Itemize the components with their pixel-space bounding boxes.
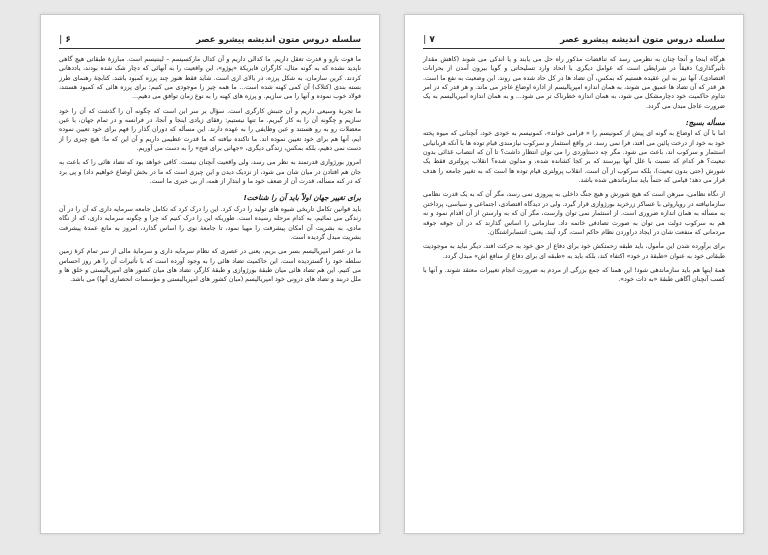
page-header-title: سلسله دروس متون اندیشه پیشرو عصر bbox=[560, 35, 725, 45]
paragraph: باید قوانین تکامل تاریخی شیوه های تولید را درک کرد. این را درک کرد که تکامل جامعه سرمایه داری که آن را در آن زندگی می نمائیم، به کدام مرحله رسیده است. طوریکه این را درک کنیم که چرا و چگونه سرمایه داری، که از نگاه مادی، به بشریت آن امکان پیشرفت را مهیا نمود، تا جامعهٔ نوی را اساس گذارد، امروز به مانع عمدهٔ پیشرفت بشریت مبدل گردیده است. bbox=[59, 205, 361, 241]
page-number: ۶ | bbox=[59, 35, 71, 45]
page-6 bbox=[40, 14, 380, 534]
page-7 bbox=[404, 14, 744, 534]
paragraph: ما در عصر امپریالیسم بسر می بریم، یعنی در عصری که نظام سرمایه داری و سرمایهٔ مالی از سر تمام کرهٔ زمین سلطه خود را گستردیده است. این حاکمیت تضاد هائی را به وجود آورده است که با تأثیرات آن را هر روز احساس می کنیم. این هم تضاد هائی میان طبقهٔ بورژوازی و طبقهٔ کارگر، تضاد های میان کشور های امپریالیستی و خلق ها و ملل دربند و تضاد های درونی خود امپریالیسم (میان کشور های امپریالیستی و مؤسسات انحصاری آنها) می باشد. bbox=[59, 248, 361, 284]
paragraph: همهٔ اینها هم باید سازماندهی شود! این همنا که جمع بزرگی از مردم به ضرورت انجام تغییرات معتقد شوند. و آنها با کسب آنچنان آگاهی طبقهٔ «به ذات خود». bbox=[423, 266, 725, 284]
page-number: ۷ | bbox=[423, 35, 435, 45]
paragraph: برای برآورده شدن این مأمول، باید طبقه زحمتکش خود برای دفاع از حق خود به حرکت افتد. دیگر نباید به موجودیت طبقاتی خود به عنوان «طبقهٔ در خود» اکتفاء کند، بلکه باید به «طبقه ای برای دفاع از منافع اش» مبدل گردد. bbox=[423, 243, 725, 260]
page-header bbox=[423, 29, 725, 49]
paragraph: ما فوت بازو و قدرت تعقل داریم. ما کدالی داریم و آن کدال مارکسیسم – لیننیسم است. مبارزهٔ طبقاتی هیچ گاهی ناپدید نشده که به گونه مثال، کارگران فابریکهٔ «پوژو»، این واقعیت را به آنهائی که دچار شک شده بودند، یاددهانی کردند. کرین سازمان، به شکل پرزه، در بالای اری است. شاید فقط هنوز چند پرزه کمبود باشد. کتابچهٔ رهنمای طرز بسته بندی (کتلاک) آن کمی کهنه شده است... ما همه چیز را موجودی می کنیم: برای پرزه هائی که کمبود هستند، فولاد خوب نموده و آنها را می سازیم. و پرزه های کهنه را به نوع زمان توافق می دهیم... bbox=[59, 56, 361, 101]
paragraph: امروز بورژوازی قدرتمند به نظر می رسد، ولی واقعیت آنچنان نیست. کافی خواهد بود که تضاد هائی را که باعث به جان هم افتادن در میان شان می شود، از نزدیک دیدن و این چیزی است که ما در بخش اوضاع خواهیم داد) و پی برد که در کنه مسأله، قدرت آن از ضعف خود ما و ابتذار از همه، از بی خبری ما است. bbox=[59, 159, 361, 186]
paragraph: از نگاه نظامی، مبرهن است که هیچ شورش و هیچ جنگ داخلی به پیروزی نمی رسد، مگر آن که به یک قدرت نظامی سازمانیافته در رویاروئی با عساکر زرخرید بورژوازی قرار گیرد. ولی در دیدگاه اقتصادی، اجتماعی و سیاسی، پرداختن به مسأله به همان اندازه ضروری است. از استثمار نمی توان وارست، مگر آن که به وارستن از آن اقدام نمود و نه هم به سرکوب دولت می توان به صورت تصادفی خاتمه داد. سازمانی را اساس گذارند که در آن جوقه جوقه مردمانی که منفعت شان در ایجاد دراوردن نظام حاکم است، گرد آیند. یعنی: انتسابراشتگان. bbox=[423, 191, 725, 236]
paragraph: اما با آن که اوضاع به گونه ای پیش از کمونیسم را « فرامی خواند»، کمونیسم به خودی خود، آنچنانی که میوه پخته خود به خود از درخت پائین می افتد، فرا نمی رسد. در واقع استثمار و سرکوب نیازمندی قیام توده ها با آنکه قربانیانی استثمار و سرکوب اند، باعث می شود. مگر چه دستاوردی را می توان انتظار داشت؟ تا آن که انتصاب غذائی بدون تبعیت؟ هر کدام که نسبت با علل آنها بپرسند که بر کجا کشانده شده، و مدلون شده؟ انقلاب پرولتری فقط یک شورش (حتی بدون تبعیت)، بلکه سرکوب از آن است. انقلاب پرولتری قیام توده ها است که به تغییر جامعه را هدف قرار می دهد؛ قیامی که حتماً باید سازماندهی شده باشد. bbox=[423, 130, 725, 185]
page-body bbox=[59, 55, 361, 285]
page-body bbox=[423, 55, 725, 285]
page-header-title: سلسله دروس متون اندیشه پیشرو عصر bbox=[196, 35, 361, 45]
section-title: برای تغییر جهان اولاً باید آن را شناخت! bbox=[243, 193, 361, 203]
page-header bbox=[59, 29, 361, 49]
paragraph: ما تجربهٔ وسیعی داریم و آن جنبش کارگری است. سؤال بر سر این است که چگونه آن را گذشت که آن را خود سازیم و چگونه آن را به کار گیریم. ما تنها نیستیم: رفقای زیادی اینجا و آنجا، در فرانسه و در تمام جهان، با عین معضلات رو به رو هستند و عین وظایفی را به عهده دارند. این مسأله که دوران گذار را فهم برای خود تعیین نموده ایم، آنها هم برای خود تعیین نموده اند. ما تاکنده نیافته که ما قدرت عظیمی داریم و آن این که ما: هیچ چیزی را از دست نمی دهیم، بلکه بمکس، زندگی دیگری، «جهانی برای فتح» را به دست می آوریم. bbox=[59, 107, 361, 153]
paragraph: هرگاه اینجا و آنجا چنان به نظرمی رسد که تناقضات مذکور راه حل می یابند و یا اندکی می شوند (کاهش مقدار تأثیرگذاری) دقیقاً در شرایطی است که عوامل دیگری با اتحاد وارد تسلیحاتی و گویا بیرون آمدن از بحرانات اقتصادی)، آنها نیز به این عقیده هستیم که بمکس، آن تضاد ها در کل حاد شده می روند. این وضعیت به نفع ما است. هر قدر که آن تضاد ها عمیق می شوند، به همان اندازه امپریالیسم از اداره اوضاع عاجز می ماند. و هر قدر که در امر تداوم حاکمیت خود دچارمشکل می شود، به همان اندازه خطرناک تر می شود... و به همان اندازه امپریالیسم به یک ضرورت عاجل مبدل می گردد. bbox=[423, 56, 725, 110]
section-title: مسأله بسیج: bbox=[685, 118, 725, 128]
